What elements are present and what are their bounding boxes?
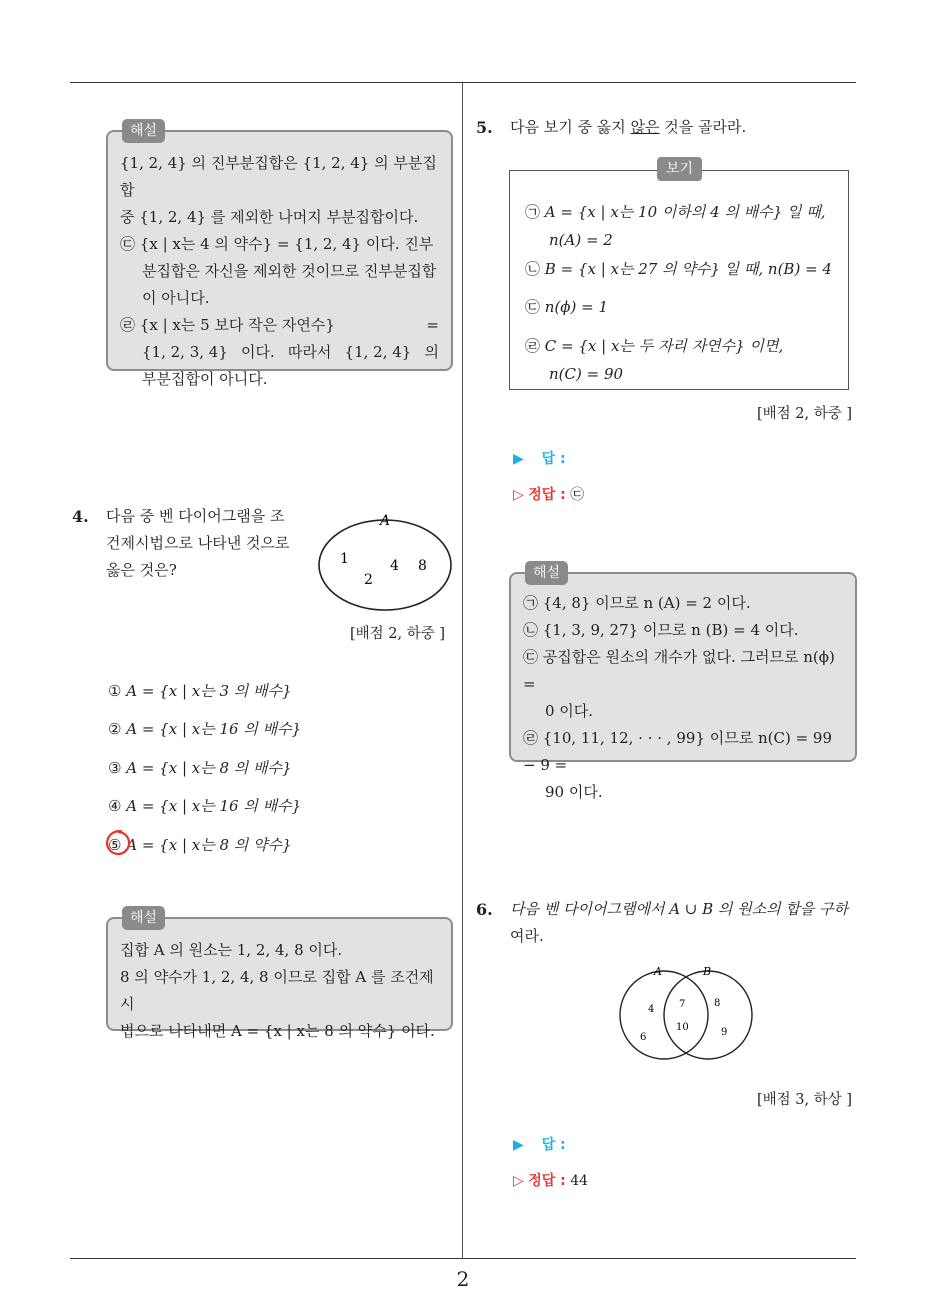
venn-element: 7 [679,999,686,1010]
exp-line: {1, 2, 4} 의 진부분집합은 {1, 2, 4} 의 부분집합 [120,154,437,199]
explanation-box-q4 [106,910,453,1040]
venn-element: 2 [364,572,373,588]
bogi-item: ㉠ A = {x | x는 10 이하의 4 의 배수} 일 때, n(A) = 2 [525,203,826,249]
bogi-item: ㉣ C = {x | x는 두 자리 자연수} 이면, n(C) = 90 [525,337,784,383]
exp-line: {1, 2, 3, 4} 이다. 따라서 {1, 2, 4} 의 [142,343,439,361]
answer-input-row[interactable]: ▶ 답 : [513,1137,566,1153]
venn-diagram-q6 [606,960,766,1066]
exp-line: 이 아니다. [142,289,210,307]
explanation-box-q5 [509,565,857,801]
question-text: 다음 보기 중 옳지 않은 것을 골라라. [510,118,747,136]
exp-line: ㉣ {x | x는 5 보다 작은 자연수} = [120,316,439,334]
explanation-box-q3 [106,123,453,388]
venn-set-label: A [380,513,391,529]
solution-row: ▷ 정답 : 44 [513,1173,589,1189]
answer-arrow-icon: ▶ [513,1137,524,1153]
page-number: 2 [456,1267,470,1291]
question-number: 6. [476,900,493,919]
bogi-item: ㉢ n(ϕ) = 1 [525,298,609,316]
answer-arrow-icon: ▶ [513,451,524,467]
answer-option-4[interactable]: ④ A = {x | x는 16 의 배수} [108,797,302,815]
score-label: [배점 2, 하중 ] [350,626,446,642]
exp-line: 부분집합이 아니다. [142,370,268,388]
explanation-tag: 해설 [525,561,568,585]
explanation-tag: 해설 [122,119,165,143]
bogi-item: ㉡ B = {x | x는 27 의 약수} 일 때, n(B) = 4 [525,260,832,278]
exp-line: 중 {1, 2, 4} 를 제외한 나머지 부분집합이다. [120,208,419,226]
score-label: [배점 3, 하상 ] [757,1092,853,1108]
column-divider [462,83,463,1259]
correct-answer-circle-icon [103,829,133,859]
top-rule [70,82,856,83]
bogi-tag: 보기 [657,157,702,181]
exp-line: ㉡ {1, 3, 9, 27} 이므로 n (B) = 4 이다. [523,621,799,639]
exp-line: 법으로 나타내면 A = {x | x는 8 의 약수} 이다. [120,1022,435,1040]
answer-option-5[interactable]: ⑤ A = {x | x는 8 의 약수} [108,836,292,854]
solution-arrow-icon: ▷ [513,487,524,503]
question-number: 5. [476,118,493,137]
venn-element: 4 [648,1004,655,1015]
solution-row: ▷ 정답 : ㉢ [513,487,585,503]
exp-line: ㉣ {10, 11, 12, · · · , 99} 이므로 n(C) = 99 − 9 = [523,729,832,774]
venn-element: 10 [676,1022,689,1033]
score-label: [배점 2, 하중 ] [757,406,853,422]
exp-line: ㉢ {x | x는 4 의 약수} = {1, 2, 4} 이다. 진부 [120,235,434,253]
venn-element: 4 [390,558,399,574]
exp-line: 집합 A 의 원소는 1, 2, 4, 8 이다. [120,941,343,959]
question-text: 다음 벤 다이어그램에서 A ∪ B 의 원소의 합을 구하 여라. [510,900,849,945]
venn-diagram-q4 [310,508,460,616]
exp-line: ㉢ 공집합은 원소의 개수가 없다. 그러므로 n(ϕ) = [523,648,835,693]
venn-element: 8 [418,558,427,574]
answer-option-2[interactable]: ② A = {x | x는 16 의 배수} [108,720,302,738]
venn-element: 6 [640,1032,647,1043]
explanation-tag: 해설 [122,906,165,930]
exp-line: 0 이다. [545,702,594,720]
answer-option-3[interactable]: ③ A = {x | x는 8 의 배수} [108,759,292,777]
solution-arrow-icon: ▷ [513,1173,524,1189]
exp-line: 분집합은 자신을 제외한 것이므로 진부분집합 [142,262,437,280]
venn-element: 1 [340,551,349,567]
exp-line: ㉠ {4, 8} 이므로 n (A) = 2 이다. [523,594,751,612]
exp-line: 90 이다. [545,783,603,801]
exp-line: 8 의 약수가 1, 2, 4, 8 이므로 집합 A 를 조건제시 [120,968,434,1013]
venn-set-label: A [654,965,662,978]
answer-input-row[interactable]: ▶ 답 : [513,451,566,467]
answer-option-1[interactable]: ① A = {x | x는 3 의 배수} [108,682,292,700]
bottom-rule [70,1258,856,1259]
venn-set-label: B [703,965,712,978]
venn-element: 8 [714,998,721,1009]
question-text: 다음 중 벤 다이어그램을 조 건제시법으로 나타낸 것으로 옳은 것은? [106,507,290,579]
question-number: 4. [72,507,89,526]
venn-element: 9 [721,1027,728,1038]
